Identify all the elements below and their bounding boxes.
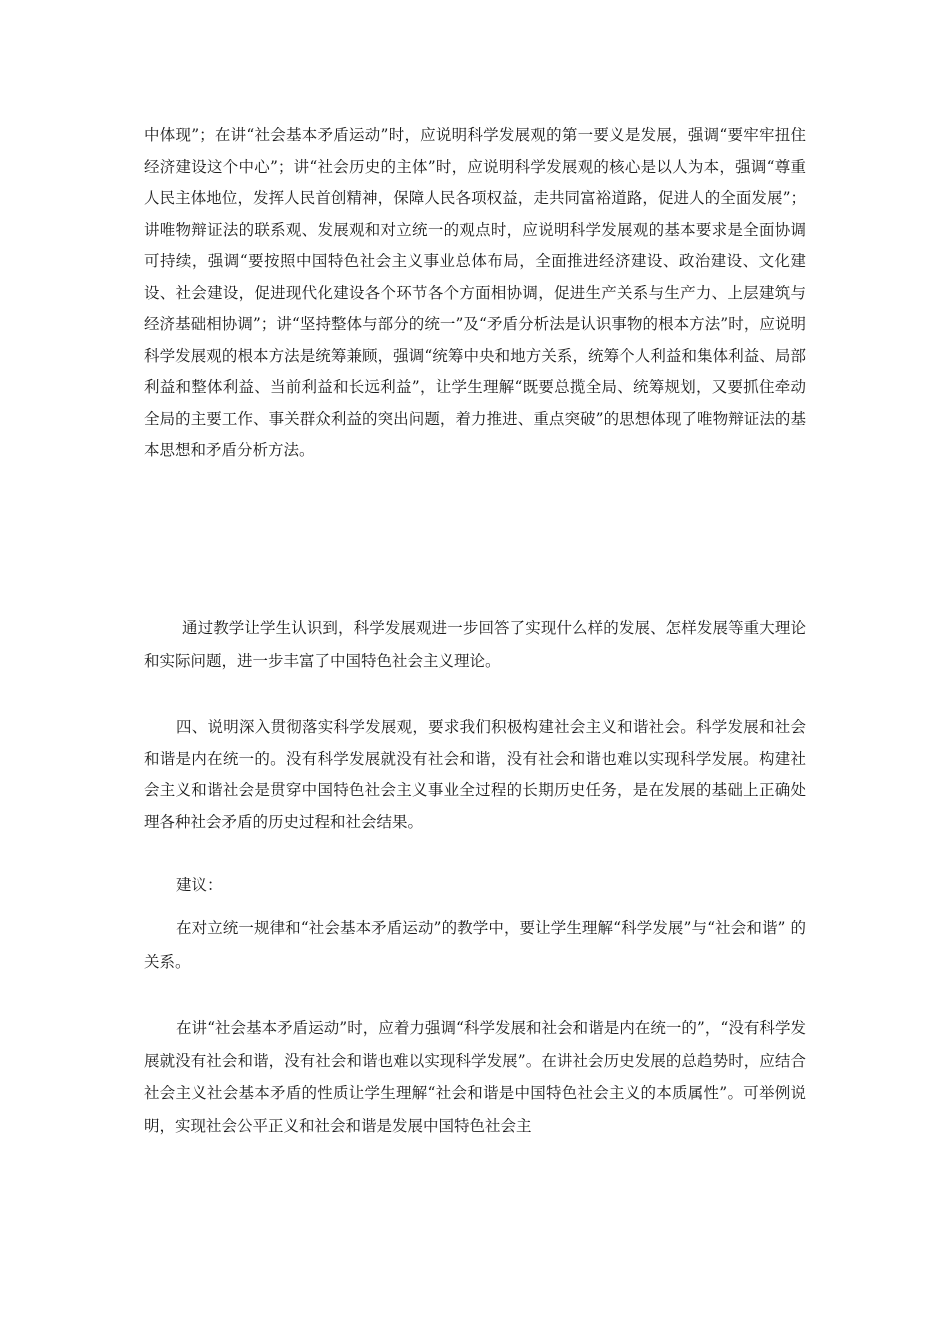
paragraph-section-four <box>144 712 806 838</box>
paragraph-text: 建议： <box>176 876 223 894</box>
paragraph-text: 在讲“社会基本矛盾运动”时，应着力强调“科学发展和社会和谐是内在统一的”，“没有科学发展就没有社会和谐，没有社会和谐也难以实现科学发展”。在讲社会历史发展的总趋势时，应结合社会主义社会基本矛盾的性质让学生理解“社会和谐是中国特色社会主义的本质属性”。可举例说明，实现社会公平正义和社会和谐是发展中国特色社会主 <box>144 1019 806 1135</box>
paragraph-suggestion-heading <box>144 870 806 900</box>
paragraph-text: 通过教学让学生认识到，科学发展观进一步回答了实现什么样的发展、怎样发展等重大理论和实际问题，进一步丰富了中国特色社会主义理论。 <box>144 619 806 670</box>
paragraph-scientific-development-explanation <box>144 120 806 467</box>
paragraph-text: 四、说明深入贯彻落实科学发展观，要求我们积极构建社会主义和谐社会。科学发展和社会和谐是内在统一的。没有科学发展就没有社会和谐，没有社会和谐也难以实现科学发展。构建社会主义和谐社会是贯穿中国特色社会主义事业全过程的长期历史任务，是在发展的基础上正确处理各种社会矛盾的历史过程和社会结果。 <box>144 718 806 831</box>
paragraph-text: 在对立统一规律和“社会基本矛盾运动”的教学中，要让学生理解“科学发展”与“社会和谐” 的关系。 <box>144 919 806 971</box>
paragraph-suggestion-relationship <box>144 911 806 979</box>
paragraph-text: 中体现”；在讲“社会基本矛盾运动”时，应说明科学发展观的第一要义是发展，强调“要牢牢扭住经济建设这个中心”；讲“社会历史的主体”时，应说明科学发展观的核心是以人为本，强调“尊重人民主体地位，发挥人民首创精神，保障人民各项权益，走共同富裕道路，促进人的全面发展”；讲唯物辩证法的联系观、发展观和对立统一的观点时，应说明科学发展观的基本要求是全面协调可持续，强调“要按照中国特色社会主义事业总体布局，全面推进经济建设、政治建设、文化建设、社会建设，促进现代化建设各个环节各个方面相协调，促进生产关系与生产力、上层建筑与经济基础相协调”；讲“坚持整体与部分的统一”及“矛盾分析法是认识事物的根本方法”时，应说明科学发展观的根本方法是统筹兼顾，强调“统筹中央和地方关系，统筹个人利益和集体利益、局部利益和整体利益、当前利益和长远利益”，让学生理解“既要总揽全局、统筹规划，又要抓住牵动全局的主要工作、事关群众利益的突出问题，着力推进、重点突破”的思想体现了唯物辩证法的基本思想和矛盾分析方法。 <box>144 126 806 459</box>
paragraph-teaching-conclusion <box>144 612 806 678</box>
paragraph-social-harmony-teaching <box>144 1012 806 1142</box>
